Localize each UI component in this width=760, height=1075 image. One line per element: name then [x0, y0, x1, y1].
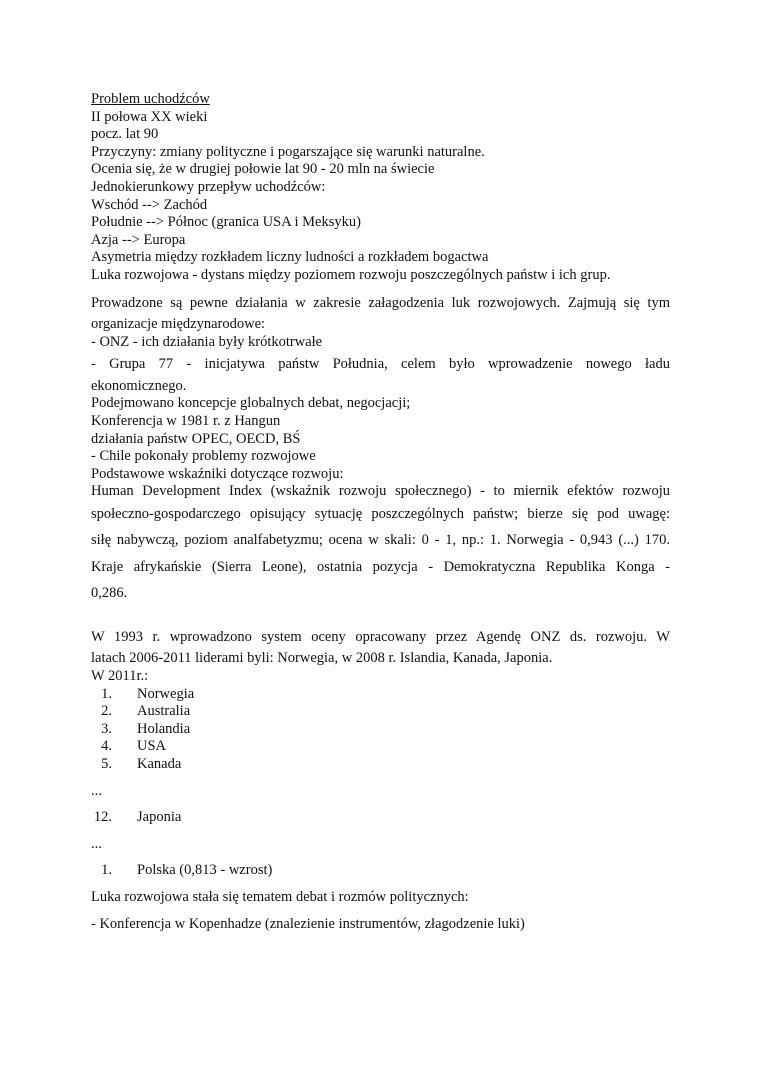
hdi-line: siłę nabywczą, poziom analfabetyzmu; ocena w skali: 0 - 1, np.: 1. Norwegia - 0,943 (...) 170.	[91, 532, 670, 549]
onz-line: - ONZ - ich działania były krótkotrwałe	[91, 333, 323, 350]
text-line: Konferencja w 1981 r. z Hangun	[91, 412, 281, 429]
text-line: Podstawowe wskaźniki dotyczące rozwoju:	[91, 465, 344, 482]
text-line: II połowa XX wieki	[91, 108, 208, 125]
list-item	[91, 809, 670, 827]
text-line: Jednokierunkowy przepływ uchodźców:	[91, 178, 326, 195]
g77-line: ekonomicznego.	[91, 377, 187, 394]
year-2011-label: W 2011r.:	[91, 667, 149, 684]
text-line: - Chile pokonały problemy rozwojowe	[91, 448, 316, 465]
list-number: 4.	[101, 738, 112, 755]
hdi-line: Kraje afrykańskie (Sierra Leone), ostatnia pozycja - Demokratyczna Republika Konga -	[91, 558, 670, 575]
list-item	[91, 721, 670, 739]
text-line: Podejmowano koncepcje globalnych debat, negocjacji;	[91, 395, 411, 412]
list-text: Holandia	[137, 720, 191, 737]
list-item	[91, 738, 670, 756]
ranking-list	[91, 686, 670, 774]
text-line: Ocenia się, że w drugiej połowie lat 90 - 20 mln na świecie	[91, 161, 435, 178]
list-text: Japonia	[137, 809, 182, 826]
text-line: Asymetria między rozkładem liczny ludności a rozkładem bogactwa	[91, 249, 489, 266]
g77-line: - Grupa 77 - inicjatywa państw Południa, celem było wprowadzenie nowego ładu	[91, 356, 670, 373]
list-item	[91, 703, 670, 721]
system-line: latach 2006-2011 liderami byli: Norwegia, w 2008 r. Islandia, Kanada, Japonia.	[91, 650, 553, 667]
list-number: 12.	[93, 809, 112, 826]
hdi-line: Human Development Index (wskaźnik rozwoju społecznego) - to miernik efektów rozwoju	[91, 483, 670, 500]
list-text: Kanada	[137, 755, 182, 772]
list-text: Australia	[137, 703, 191, 720]
list-text: USA	[137, 738, 167, 755]
text-line: Luka rozwojowa - dystans między poziomem rozwoju poszczególnych państw i ich grup.	[91, 266, 611, 283]
list-text: Norwegia	[137, 685, 195, 702]
text-line: Wschód --> Zachód	[91, 196, 208, 213]
closing-line: - Konferencja w Kopenhadze (znalezienie instrumentów, złagodzenie luki)	[91, 915, 525, 932]
text-line: Południe --> Północ (granica USA i Meksyku)	[91, 214, 361, 231]
text-line: działania państw OPEC, OECD, BŚ	[91, 430, 301, 447]
list-item	[91, 756, 670, 774]
ellipsis: ...	[91, 782, 102, 799]
hdi-line: 0,286.	[91, 585, 128, 602]
list-number: 5.	[101, 755, 112, 772]
paragraph-actions-line: organizacje międzynarodowe:	[91, 316, 266, 333]
ellipsis: ...	[91, 835, 102, 852]
document-title: Problem uchodźców	[91, 91, 210, 107]
text-line: Przyczyny: zmiany polityczne i pogarszające się warunki naturalne.	[91, 143, 485, 160]
document-body	[91, 91, 670, 933]
list-item	[91, 686, 670, 704]
list-text: Polska (0,813 - wzrost)	[137, 862, 273, 879]
paragraph-actions-line: Prowadzone są pewne działania w zakresie załagodzenia luk rozwojowych. Zajmują się tym	[91, 294, 670, 311]
list-number: 2.	[101, 703, 112, 720]
list-item	[91, 862, 670, 880]
list-number: 1.	[101, 862, 112, 879]
list-number: 1.	[101, 685, 112, 702]
ranking-list-japan	[91, 809, 670, 827]
text-line: pocz. lat 90	[91, 126, 159, 143]
system-line: W 1993 r. wprowadzono system oceny opracowany przez Agendę ONZ ds. rozwoju. W	[91, 628, 670, 645]
text-line: Azja --> Europa	[91, 231, 186, 248]
ranking-list-poland	[91, 862, 670, 880]
hdi-line: społeczno-gospodarczego opisujący sytuację poszczególnych państw; bierze się pod uwagę:	[91, 505, 670, 522]
closing-line: Luka rozwojowa stała się tematem debat i rozmów politycznych:	[91, 888, 469, 905]
list-number: 3.	[101, 720, 112, 737]
